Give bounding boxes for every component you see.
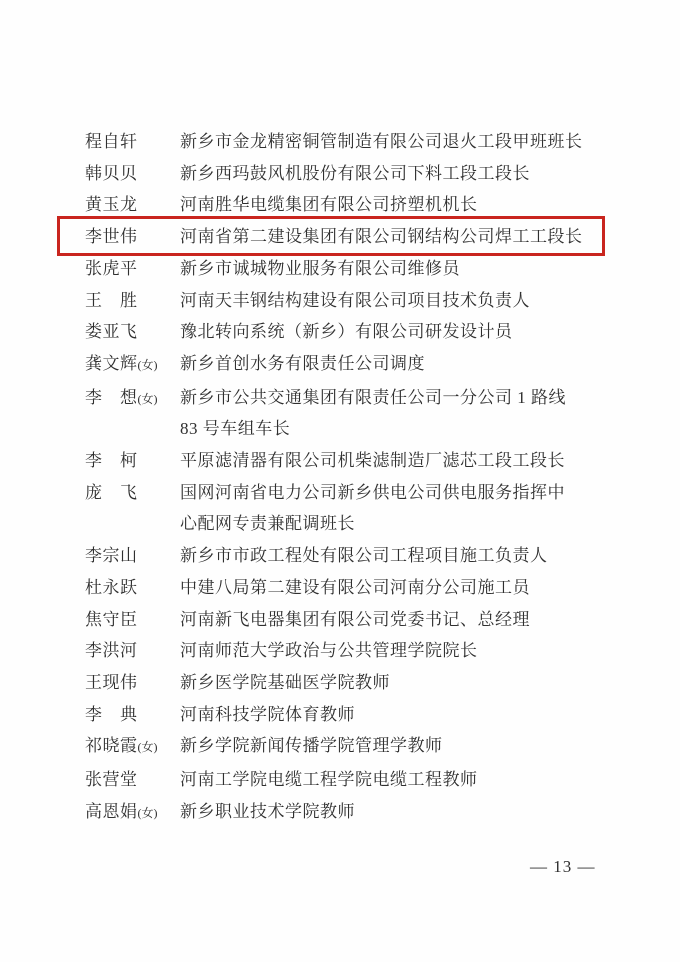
person-name: 李世伟 [85, 227, 138, 247]
person-name: 龚文辉(女) [85, 353, 158, 373]
person-position: 河南新飞电器集团有限公司党委书记、总经理 [180, 609, 530, 629]
person-position: 河南师范大学政治与公共管理学院院长 [180, 641, 478, 661]
person-position: 河南胜华电缆集团有限公司挤塑机机长 [180, 195, 478, 215]
roster-row [85, 382, 597, 445]
person-position: 豫北转向系统（新乡）有限公司研发设计员 [180, 322, 513, 342]
gender-suffix: (女) [137, 391, 158, 406]
person-position: 平原滤清器有限公司机柴滤制造厂滤芯工段工段长 [180, 451, 565, 471]
person-name: 韩贝贝 [85, 163, 138, 183]
roster-row [85, 477, 597, 540]
person-position: 新乡西玛鼓风机股份有限公司下料工段工段长 [180, 163, 530, 183]
roster-row [85, 285, 597, 317]
roster-row [85, 540, 597, 572]
roster-row [85, 253, 597, 285]
person-position: 河南工学院电缆工程学院电缆工程教师 [180, 770, 478, 790]
person-name: 高恩娟(女) [85, 801, 158, 821]
person-position: 新乡职业技术学院教师 [180, 801, 355, 821]
person-name: 李洪河 [85, 641, 138, 661]
person-position: 新乡市金龙精密铜管制造有限公司退火工段甲班班长 [180, 132, 583, 151]
person-name: 程自轩 [85, 132, 138, 151]
person-position: 河南科技学院体育教师 [180, 704, 355, 724]
roster-row [85, 445, 597, 477]
person-name: 庞 飞 [85, 482, 138, 502]
person-name: 李宗山 [85, 546, 138, 566]
roster-row [85, 635, 597, 667]
roster-row [85, 730, 597, 764]
person-position: 新乡学院新闻传播学院管理学教师 [180, 736, 443, 756]
gender-suffix: (女) [137, 357, 158, 372]
person-name: 王现伟 [85, 672, 138, 692]
roster-row [85, 699, 597, 731]
person-name: 李 典 [85, 704, 138, 724]
gender-suffix: (女) [137, 740, 158, 755]
person-position: 河南省第二建设集团有限公司钢结构公司焊工工段长 [180, 227, 583, 247]
page-number: — 13 — [530, 857, 596, 876]
roster-row-highlighted [85, 221, 597, 253]
person-position: 新乡市诚城物业服务有限公司维修员 [180, 258, 460, 278]
roster-row [85, 189, 597, 221]
roster-row [85, 316, 597, 348]
person-position: 新乡市市政工程处有限公司工程项目施工负责人 [180, 546, 548, 566]
roster-list [85, 126, 597, 829]
person-position: 中建八局第二建设有限公司河南分公司施工员 [180, 577, 530, 597]
roster-row [85, 158, 597, 190]
person-name: 李 想(女) [85, 387, 158, 407]
person-position: 新乡市公共交通集团有限责任公司一分公司 1 路线 83 号车组车长 [180, 387, 566, 439]
person-name: 王 胜 [85, 290, 138, 310]
person-name: 焦守臣 [85, 609, 138, 629]
person-name: 娄亚飞 [85, 322, 138, 342]
roster-row [85, 667, 597, 699]
person-position: 河南天丰钢结构建设有限公司项目技术负责人 [180, 290, 530, 310]
person-name: 祁晓霞(女) [85, 736, 158, 756]
person-name: 黄玉龙 [85, 195, 138, 215]
person-position: 新乡医学院基础医学院教师 [180, 672, 390, 692]
roster-row [85, 348, 597, 382]
person-name: 张虎平 [85, 258, 138, 278]
person-name: 杜永跃 [85, 577, 138, 597]
roster-row [85, 126, 597, 158]
roster-row [85, 604, 597, 636]
person-position: 国网河南省电力公司新乡供电公司供电服务指挥中 心配网专责兼配调班长 [180, 482, 565, 534]
roster-row [85, 796, 597, 830]
person-position: 新乡首创水务有限责任公司调度 [180, 353, 425, 373]
roster-row [85, 572, 597, 604]
person-name: 李 柯 [85, 451, 138, 471]
gender-suffix: (女) [137, 805, 158, 820]
roster-row [85, 764, 597, 796]
person-name: 张营堂 [85, 770, 138, 790]
